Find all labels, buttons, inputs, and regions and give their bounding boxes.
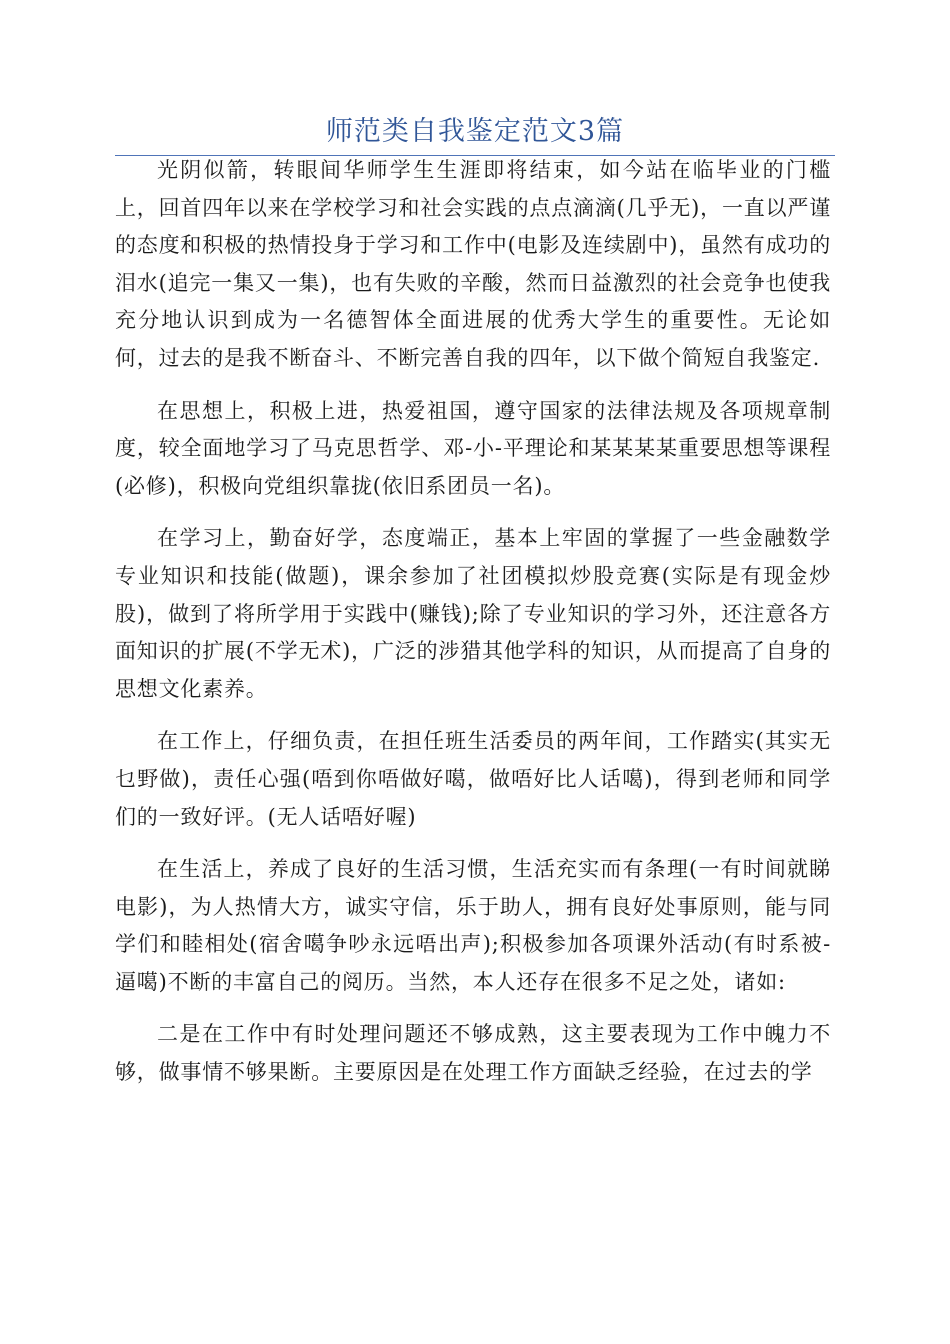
paragraph-life: 在生活上，养成了良好的生活习惯，生活充实而有条理(一有时间就睇电影)，为人热情大方，诚实守信，乐于助人，拥有良好处事原则，能与同学们和睦相处(宿舍噶争吵永远唔出声);积极参加各项课外活动(有时系被-逼噶)不断的丰富自己的阅历。当然，本人还存在很多不足之处，诸如:	[115, 857, 831, 994]
paragraph-shortcomings: 二是在工作中有时处理问题还不够成熟，这主要表现为工作中魄力不够，做事情不够果断。主要原因是在处理工作方面缺乏经验，在过去的学	[115, 1022, 831, 1085]
paragraph-intro: 光阴似箭，转眼间华师学生生涯即将结束，如今站在临毕业的门槛上，回首四年以来在学校学习和社会实践的点点滴滴(几乎无)，一直以严谨的态度和积极的热情投身于学习和工作中(电影及连续剧中)，虽然有成功的泪水(追完一集又一集)，也有失败的辛酸，然而日益激烈的社会竞争也使我充分地认识到成为一名德智体全面进展的优秀大学生的重要性。无论如何，过去的是我不断奋斗、不断完善自我的四年，以下做个简短自我鉴定.	[115, 158, 831, 370]
paragraph-work: 在工作上，仔细负责，在担任班生活委员的两年间，工作踏实(其实无乜野做)，责任心强(唔到你唔做好噶，做唔好比人话噶)，得到老师和同学们的一致好评。(无人话唔好喔)	[115, 729, 831, 829]
paragraph-study: 在学习上，勤奋好学，态度端正，基本上牢固的掌握了一些金融数学专业知识和技能(做题)，课余参加了社团模拟炒股竞赛(实际是有现金炒股)，做到了将所学用于实践中(赚钱);除了专业知识的学习外，还注意各方面知识的扩展(不学无术)，广泛的涉猎其他学科的知识，从而提高了自身的思想文化素养。	[115, 526, 831, 701]
paragraph-thought: 在思想上，积极上进，热爱祖国，遵守国家的法律法规及各项规章制度，较全面地学习了马克思哲学、邓-小-平理论和某某某某重要思想等课程(必修)，积极向党组织靠拢(依旧系团员一名)。	[115, 398, 831, 498]
document-body	[115, 152, 831, 1107]
page-title: 师范类自我鉴定范文3篇	[325, 116, 625, 147]
